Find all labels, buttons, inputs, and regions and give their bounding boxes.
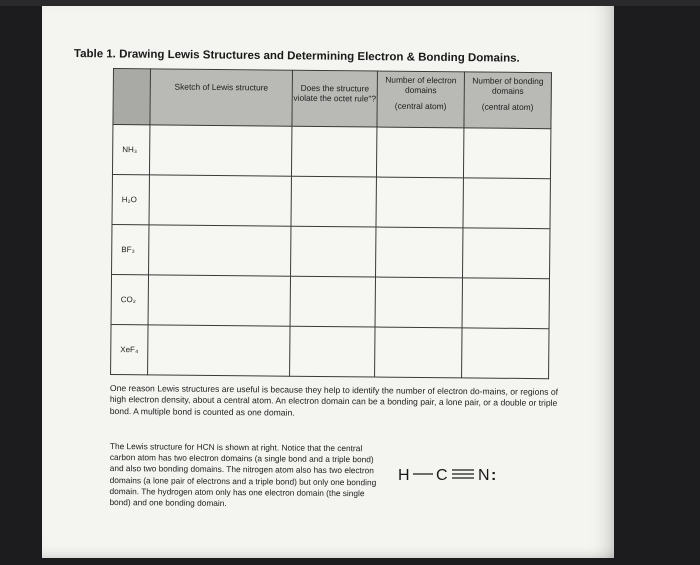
cell-octet[interactable] <box>290 276 375 327</box>
table-header-row <box>113 69 552 129</box>
cell-electron-domains[interactable] <box>376 227 463 278</box>
header-electron-domains: Number of electron domains (central atom) <box>377 71 465 128</box>
header-bonding-domains: Number of bonding domains (central atom) <box>464 72 552 129</box>
cell-octet[interactable] <box>291 126 376 177</box>
header-molecule <box>113 69 151 125</box>
row-label-xef4: XeF₄ <box>111 324 148 374</box>
table-row <box>111 274 549 328</box>
cell-octet[interactable] <box>290 326 375 377</box>
cell-electron-domains[interactable] <box>376 177 463 228</box>
hcn-lewis-structure <box>398 463 528 485</box>
table-row <box>112 125 550 179</box>
cell-sketch[interactable] <box>149 175 291 226</box>
triple-bond-lines <box>452 470 474 478</box>
cell-sketch[interactable] <box>149 225 291 276</box>
table-row <box>112 174 550 228</box>
cell-electron-domains[interactable] <box>376 127 463 178</box>
lewis-table-wrapper <box>110 68 552 379</box>
header-sketch: Sketch of Lewis structure <box>150 69 293 126</box>
cell-octet[interactable] <box>291 226 376 277</box>
cell-electron-domains[interactable] <box>375 327 462 378</box>
table-row <box>111 324 549 378</box>
cell-bonding-domains[interactable] <box>463 178 550 229</box>
hcn-nitrogen: N <box>478 467 490 484</box>
cell-sketch[interactable] <box>148 325 290 376</box>
table-row <box>112 224 550 278</box>
cell-sketch[interactable] <box>149 125 291 176</box>
header-octet-rule: Does the structure violate the octet rule"? <box>292 70 378 127</box>
cell-bonding-domains[interactable] <box>462 328 549 379</box>
row-label-bf3: BF₃ <box>112 224 149 274</box>
row-label-nh3: NH₃ <box>112 125 149 175</box>
hcn-lone-pair: : <box>491 467 497 484</box>
cell-bonding-domains[interactable] <box>463 228 550 279</box>
table-title: Table 1. Drawing Lewis Structures and Determining Electron & Bonding Domains. <box>73 48 520 65</box>
row-label-h2o: H₂O <box>112 174 149 224</box>
cell-sketch[interactable] <box>148 275 290 326</box>
hcn-hydrogen: H <box>398 467 410 484</box>
row-label-co2: CO₂ <box>111 274 148 324</box>
hcn-carbon: C <box>436 467 448 484</box>
cell-bonding-domains[interactable] <box>463 128 550 179</box>
intro-paragraph: One reason Lewis structures are useful is because they help to identify the number of electron do-mains, or regions of high electron density, about a central atom. An electron domain can be a bonding pair, a lone pair, or a double or triple bond. A multiple bond is counted as one domain. <box>109 383 559 418</box>
lewis-structure-table <box>110 68 552 379</box>
cell-octet[interactable] <box>291 176 376 227</box>
cell-electron-domains[interactable] <box>375 277 462 328</box>
cell-bonding-domains[interactable] <box>462 278 549 329</box>
hcn-explanation-paragraph: The Lewis structure for HCN is shown at right. Notice that the central carbon atom has two electron domains (a single bond and a triple bond) and also two bonding domains. The nitrogen atom also has two electron domains (a lone pair of electrons and a triple bond) but only one bonding domain. The hydrogen atom only has one electron domain (the single bond) and one bonding domain. <box>109 441 377 509</box>
